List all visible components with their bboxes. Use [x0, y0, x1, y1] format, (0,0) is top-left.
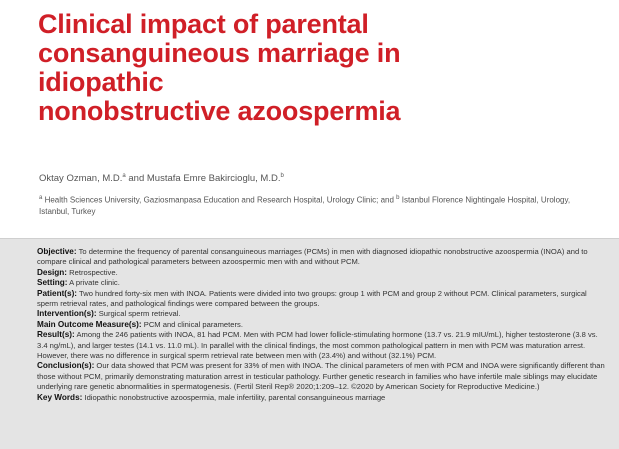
section-text: Idiopathic nonobstructive azoospermia, male infertility, parental consanguineous marriage — [82, 392, 386, 402]
affil-mark: b — [396, 195, 400, 201]
section-text: PCM and clinical parameters. — [141, 319, 243, 329]
section-label: Intervention(s): — [37, 309, 97, 319]
affil-text: Health Sciences University, Gaziosmanpasa Education and Research Hospital, Urology Clinic; and — [42, 195, 397, 205]
abstract-design — [37, 268, 609, 278]
section-text: Two hundred forty-six men with INOA. Patients were divided into two groups: group 1 with PCM and group 2 without PCM. Clinical parameters, surgical sperm retrieval rates, and pathological findings were compared between the groups. — [37, 288, 587, 309]
author-name: Mustafa Emre Bakircioglu, M.D. — [146, 173, 281, 185]
affiliations — [39, 193, 599, 217]
section-label: Main Outcome Measure(s): — [37, 319, 142, 329]
abstract-interventions — [37, 309, 609, 319]
section-text: Our data showed that PCM was present for 33% of men with INOA. The clinical parameters of men with PCM and INOA were significantly different than those without PCM, primarily demonstrating maturation arrest in testicular pathology. Further genetic research in families who have infertile male siblings may elucidate underlying rare genetic abnormalities in spermatogenesis. (Fertil Steril Rep® 2020;1:209–12. ©2020 by American Society for Reproductive Medicine.) — [37, 361, 605, 392]
affil-mark: a — [39, 195, 43, 201]
author-name: Oktay Ozman, M.D. — [39, 173, 123, 185]
abstract-conclusions — [37, 361, 609, 392]
title-line: nonobstructive azoospermia — [38, 96, 401, 126]
title-line: idiopathic — [38, 67, 164, 97]
title-line: consanguineous marriage in — [38, 38, 401, 68]
abstract-results — [37, 330, 609, 361]
abstract-content — [37, 247, 609, 403]
affil-text: Istanbul Florence Nightingale Hospital, Urology, Istanbul, Turkey — [39, 195, 571, 216]
section-text: A private clinic. — [67, 278, 120, 288]
abstract-keywords — [37, 393, 609, 403]
section-text: Retrospective. — [67, 267, 118, 277]
author-affil-mark: b — [280, 173, 284, 179]
section-label: Design: — [37, 267, 68, 277]
section-label: Conclusion(s): — [37, 361, 95, 371]
section-label: Patient(s): — [37, 288, 78, 298]
title-line: Clinical impact of parental — [38, 9, 369, 39]
section-label: Key Words: — [37, 392, 83, 402]
section-label: Result(s): — [37, 330, 75, 340]
abstract-patients — [37, 289, 609, 310]
section-text: Among the 246 patients with INOA, 81 had PCM. Men with PCM had lower follicle-stimulating hormone (13.7 vs. 21.9 mIU/mL), higher testosterone (3.8 vs. 3.4 ng/mL), and larger testes (14.1 vs. 11.0 mL). In parallel with the clinical findings, the most common pathological pattern in men with PCM was maturation arrest. However, there was no difference in surgical sperm retrieval rate between men with (23.4%) and without (32.1%) PCM. — [37, 330, 598, 361]
abstract-setting — [37, 278, 609, 288]
section-text: To determine the frequency of parental consanguineous marriages (PCMs) in men with diagnosed idiopathic nonobstructive azoospermia (INOA) and to compare clinical and pathological parameters between azoospermic men with and without PCM. — [37, 247, 588, 267]
abstract-box — [0, 238, 619, 449]
article-title — [38, 10, 598, 126]
author-list — [39, 173, 284, 184]
section-label: Setting: — [37, 278, 68, 288]
section-text: Surgical sperm retrieval. — [96, 309, 181, 319]
author-affil-mark: a — [122, 173, 126, 179]
abstract-objective — [37, 247, 609, 268]
abstract-outcome — [37, 320, 609, 330]
author-separator: and — [125, 173, 147, 185]
section-label: Objective: — [37, 247, 77, 256]
